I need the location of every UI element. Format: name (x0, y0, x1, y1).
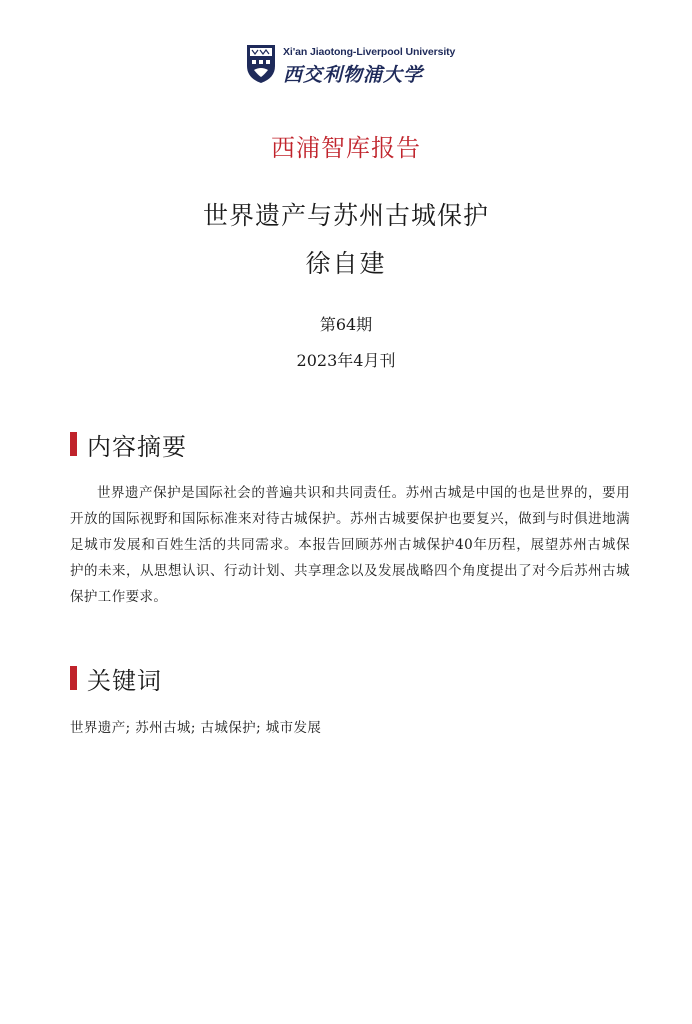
report-title: 世界遗产与苏州古城保护 (202, 201, 489, 230)
report-author: 徐自建 (305, 249, 387, 278)
abstract-heading (70, 430, 187, 461)
abstract-text: 世界遗产保护是国际社会的普遍共识和共同责任。苏州古城是中国的也是世界的，要用开放的国际视野和国际标准来对待古城保护。苏州古城要保护也要复兴，做到与时俱进地满足城市发展和百姓生活的共同需求。本报告回顾苏州古城保护40年历程，展望苏州古城保护的未来，从思想认识、行动计划、共享理念以及发展战略四个角度提出了对今后苏州古城保护工作要求。 (70, 485, 630, 605)
university-name-cn: 西交利物浦大学 (283, 64, 424, 86)
university-name-en: Xi'an Jiaotong-Liverpool University (283, 46, 456, 58)
heading-accent-bar (70, 432, 77, 456)
keywords-text: 世界遗产; 苏州古城; 古城保护; 城市发展 (70, 720, 322, 736)
heading-accent-bar (70, 666, 77, 690)
abstract-heading-label: 内容摘要 (87, 432, 187, 461)
keywords-heading-label: 关键词 (87, 666, 162, 695)
keywords-heading (70, 664, 162, 695)
university-logo (246, 44, 456, 88)
report-issue: 第64期 (319, 315, 373, 334)
report-date: 2023年4月刊 (296, 351, 396, 370)
shield-icon (246, 44, 276, 84)
report-series: 西浦智库报告 (271, 134, 421, 162)
